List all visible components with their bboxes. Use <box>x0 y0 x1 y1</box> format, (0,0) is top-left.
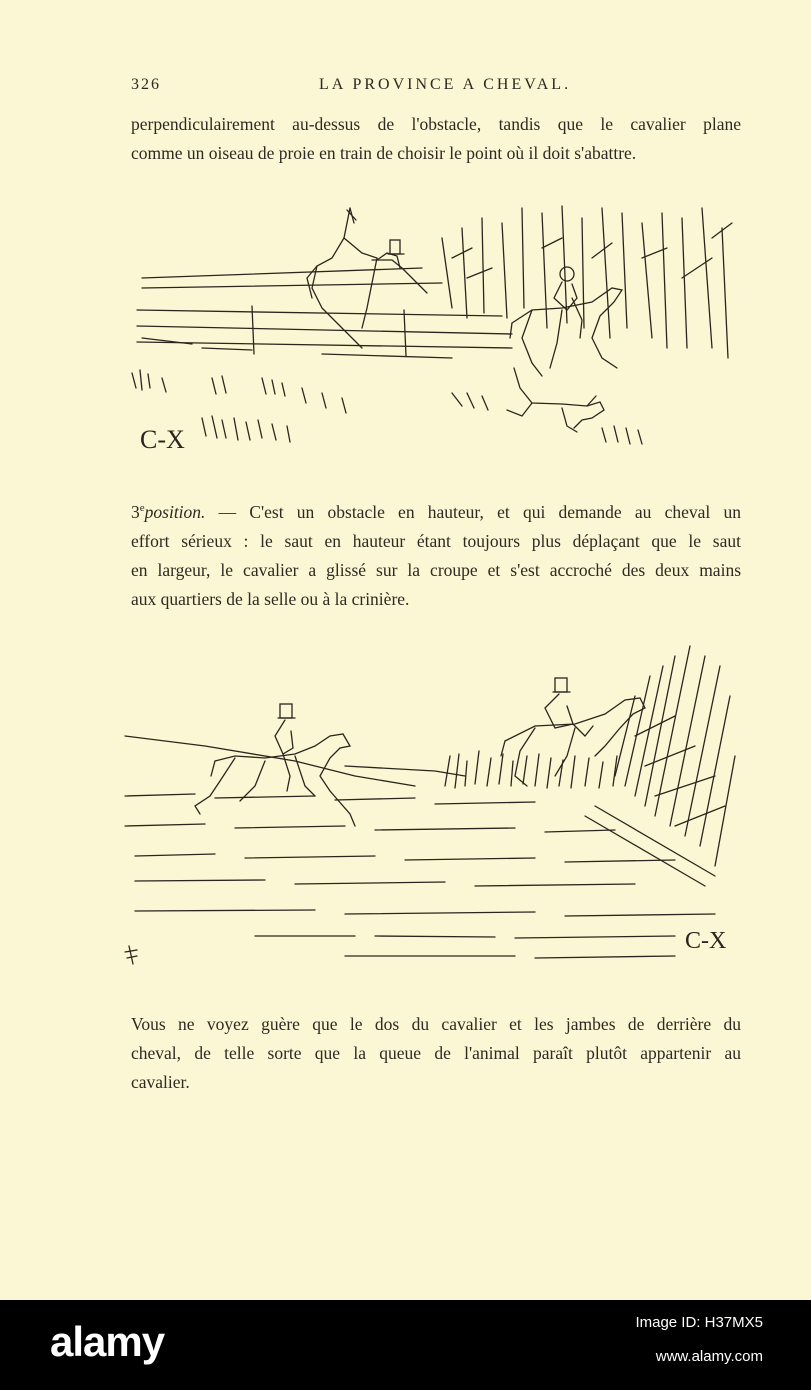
hedge-jump-drawing <box>115 636 745 972</box>
page-number: 326 <box>131 76 161 93</box>
text-line: Vous ne voyez guère que le dos du cavalier et les jambes de derrière du <box>131 1014 741 1034</box>
jumping-horse <box>307 208 427 348</box>
fence-jump-drawing <box>122 198 742 466</box>
hedge <box>445 646 735 886</box>
position-label-number: 3 <box>131 501 140 522</box>
paragraph-2 <box>131 494 741 614</box>
grass <box>132 338 642 444</box>
paragraph-3 <box>131 1010 741 1097</box>
fence <box>137 306 512 356</box>
position-label: position. <box>144 501 206 522</box>
rider-falling <box>377 240 404 268</box>
brand-logo: alamy <box>50 1318 165 1365</box>
left-rider <box>195 704 355 826</box>
hound <box>507 368 604 432</box>
galloping-rider <box>510 267 622 376</box>
artist-signature: C-X <box>140 425 185 454</box>
first-line-text: — C'est un obstacle en hauteur, et qui demande au cheval un <box>205 501 741 522</box>
running-header <box>131 76 741 102</box>
illustration-hedge-jump <box>115 636 745 972</box>
paragraph-1 <box>131 110 741 168</box>
text-line: cheval, de telle sorte que la queue de l'animal paraît plutôt appartenir au <box>131 1043 741 1063</box>
image-id: Image ID: H37MX5 <box>635 1314 763 1331</box>
text-line: cavalier. <box>131 1072 190 1092</box>
text-line: comme un oiseau de proie en train de choisir le point où il doit s'abattre. <box>131 143 637 163</box>
running-title: LA PROVINCE A CHEVAL. <box>319 76 572 93</box>
text-line: effort sérieux : le saut en hauteur étant toujours plus déplaçant que le saut <box>131 530 741 551</box>
text-line: aux quartiers de la selle ou à la crinière. <box>131 588 410 609</box>
illustration-fence-jump <box>122 198 742 466</box>
engraver-mark <box>125 946 137 964</box>
site-url[interactable]: www.alamy.com <box>655 1348 763 1365</box>
watermark-footer <box>0 1300 811 1390</box>
landscape-lines <box>125 736 715 958</box>
text-line: en largeur, le cavalier a glissé sur la croupe et s'est accroché des deux mains <box>131 559 741 580</box>
artist-signature: C-X <box>685 928 727 954</box>
text-line-first <box>131 494 741 527</box>
text-line: perpendiculairement au-dessus de l'obstacle, tandis que le cavalier plane <box>131 114 741 134</box>
position-label-sup: e <box>139 502 145 514</box>
background-trees <box>142 206 732 358</box>
